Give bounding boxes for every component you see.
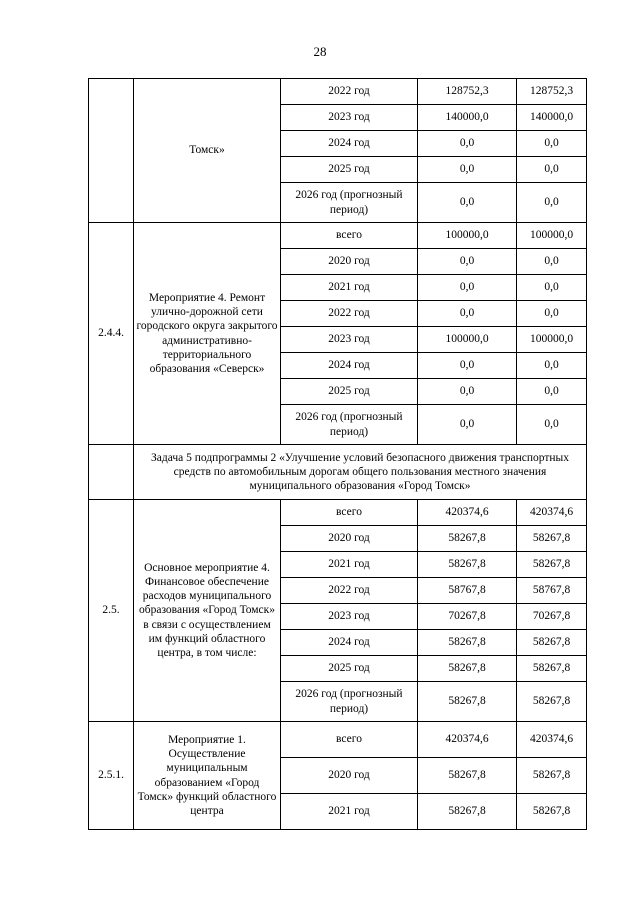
period-cell: 2026 год (прогнозный период) [281,183,418,223]
row-number-cell [89,79,134,223]
period-cell: 2020 год [281,526,418,552]
value-cell: 58267,8 [517,794,587,830]
value-cell: 58767,8 [517,578,587,604]
value-cell: 58267,8 [418,794,517,830]
period-cell: 2021 год [281,552,418,578]
period-cell: 2022 год [281,301,418,327]
value-cell: 100000,0 [517,223,587,249]
period-cell: 2026 год (прогнозный период) [281,405,418,445]
task-heading: Задача 5 подпрограммы 2 «Улучшение условий безопасного движения транспортных средств по автомобильным дорогам общего пользования местного значения муниципального образования «Город Томск» [134,445,587,500]
table-row [89,722,587,758]
row-number-cell: 2.5. [89,500,134,722]
value-cell: 420374,6 [517,500,587,526]
value-cell: 0,0 [517,275,587,301]
value-cell: 70267,8 [517,604,587,630]
activity-name-cell: Основное мероприятие 4. Финансовое обеспечение расходов муниципального образования «Город Томск» в связи с осуществлением им функций областного центра, в том числе: [134,500,281,722]
table-row [89,79,587,105]
value-cell: 0,0 [517,301,587,327]
value-cell: 0,0 [517,131,587,157]
value-cell: 128752,3 [517,79,587,105]
value-cell: 0,0 [517,353,587,379]
activity-name-cell: Томск» [134,79,281,223]
value-cell: 0,0 [418,131,517,157]
period-cell: 2020 год [281,758,418,794]
value-cell: 100000,0 [418,327,517,353]
period-cell: 2023 год [281,327,418,353]
table-row [89,445,587,500]
period-cell: 2025 год [281,157,418,183]
row-number-cell: 2.4.4. [89,223,134,445]
period-cell: 2022 год [281,578,418,604]
value-cell: 58267,8 [517,552,587,578]
value-cell: 58767,8 [418,578,517,604]
period-cell: всего [281,500,418,526]
value-cell: 0,0 [517,249,587,275]
activity-name-cell: Мероприятие 4. Ремонт улично-дорожной сети городского округа закрытого административно-территориального образования «Северск» [134,223,281,445]
value-cell: 100000,0 [517,327,587,353]
period-cell: всего [281,223,418,249]
table-row [89,500,587,526]
period-cell: 2026 год (прогнозный период) [281,682,418,722]
value-cell: 0,0 [418,405,517,445]
period-cell: всего [281,722,418,758]
value-cell: 420374,6 [517,722,587,758]
row-number-cell: 2.5.1. [89,722,134,830]
period-cell: 2024 год [281,353,418,379]
value-cell: 0,0 [418,157,517,183]
value-cell: 0,0 [517,157,587,183]
period-cell: 2024 год [281,131,418,157]
value-cell: 58267,8 [418,630,517,656]
value-cell: 70267,8 [418,604,517,630]
activity-name-cell: Мероприятие 1. Осуществление муниципальным образованием «Город Томск» функций областного центра [134,722,281,830]
page-number: 28 [313,44,327,59]
value-cell: 0,0 [418,183,517,223]
period-cell: 2024 год [281,630,418,656]
value-cell: 0,0 [517,183,587,223]
value-cell: 420374,6 [418,500,517,526]
value-cell: 58267,8 [418,656,517,682]
value-cell: 58267,8 [418,552,517,578]
value-cell: 0,0 [418,275,517,301]
row-number-cell [89,445,134,500]
value-cell: 58267,8 [418,526,517,552]
period-cell: 2023 год [281,105,418,131]
value-cell: 420374,6 [418,722,517,758]
value-cell: 140000,0 [517,105,587,131]
value-cell: 58267,8 [517,630,587,656]
value-cell: 0,0 [418,249,517,275]
value-cell: 58267,8 [517,526,587,552]
value-cell: 0,0 [418,301,517,327]
value-cell: 140000,0 [418,105,517,131]
value-cell: 58267,8 [517,758,587,794]
funding-table [88,78,587,830]
period-cell: 2022 год [281,79,418,105]
value-cell: 58267,8 [418,758,517,794]
period-cell: 2025 год [281,379,418,405]
period-cell: 2021 год [281,794,418,830]
value-cell: 0,0 [517,405,587,445]
value-cell: 100000,0 [418,223,517,249]
period-cell: 2025 год [281,656,418,682]
table-row [89,223,587,249]
value-cell: 58267,8 [517,656,587,682]
value-cell: 0,0 [517,379,587,405]
period-cell: 2020 год [281,249,418,275]
period-cell: 2021 год [281,275,418,301]
period-cell: 2023 год [281,604,418,630]
value-cell: 58267,8 [517,682,587,722]
value-cell: 0,0 [418,379,517,405]
value-cell: 58267,8 [418,682,517,722]
value-cell: 128752,3 [418,79,517,105]
value-cell: 0,0 [418,353,517,379]
